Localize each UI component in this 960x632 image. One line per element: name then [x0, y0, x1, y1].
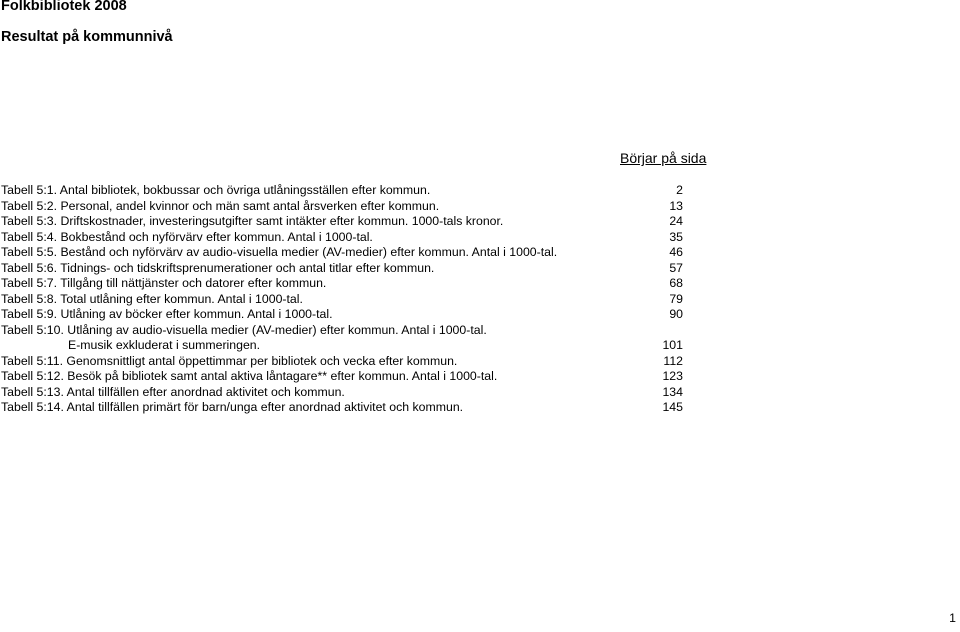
toc-entry-page: 134 [662, 384, 683, 399]
toc-entry-page: 2 [676, 183, 683, 197]
toc-entry-label: E-musik exkluderat i summeringen. [68, 338, 261, 352]
page-column-header: Börjar på sida [620, 150, 707, 166]
toc-entry-page: 145 [662, 400, 683, 414]
toc-entry-page: 101 [662, 338, 683, 352]
toc-row [0, 183, 960, 199]
toc-entry-label: Tabell 5:13. Antal tillfällen efter anordnad aktivitet och kommun. [1, 384, 345, 399]
toc-entry-label: Tabell 5:2. Personal, andel kvinnor och män samt antal årsverken efter kommun. [1, 198, 440, 213]
toc-row [0, 292, 960, 308]
toc-entry-label: Tabell 5:11. Genomsnittligt antal öppettimmar per bibliotek och vecka efter kommun. [1, 353, 458, 368]
page-number: 1 [949, 611, 956, 625]
toc-entry-page: 79 [669, 291, 683, 306]
toc-entry-label: Tabell 5:10. Utlåning av audio-visuella medier (AV-medier) efter kommun. Antal i 1000-tal. [1, 322, 487, 337]
table-of-contents [0, 183, 960, 416]
toc-entry-page: 35 [669, 229, 683, 244]
toc-row [0, 354, 960, 370]
toc-row [0, 230, 960, 246]
toc-entry-page: 13 [669, 198, 683, 213]
toc-entry-label: Tabell 5:5. Bestånd och nyförvärv av audio-visuella medier (AV-medier) efter kommun. Antal i 1000-tal. [1, 245, 558, 259]
toc-entry-label: Tabell 5:12. Besök på bibliotek samt antal aktiva låntagare** efter kommun. Antal i 1000-tal. [1, 369, 498, 383]
toc-row [0, 199, 960, 215]
toc-entry-page: 68 [669, 276, 683, 290]
toc-entry-label: Tabell 5:3. Driftskostnader, investeringsutgifter samt intäkter efter kommun. 1000-tals kronor. [1, 214, 504, 228]
toc-row [0, 214, 960, 230]
document-subtitle: Resultat på kommunnivå [1, 29, 173, 45]
toc-entry-label: Tabell 5:1. Antal bibliotek, bokbussar och övriga utlåningsställen efter kommun. [1, 183, 431, 197]
toc-entry-page: 90 [669, 307, 683, 321]
toc-row [0, 400, 960, 416]
toc-row [0, 276, 960, 292]
toc-entry-label: Tabell 5:4. Bokbestånd och nyförvärv efter kommun. Antal i 1000-tal. [1, 229, 373, 244]
document-title: Folkbibliotek 2008 [1, 0, 127, 14]
toc-row [0, 307, 960, 323]
toc-entry-page: 123 [662, 369, 683, 383]
toc-entry-page: 57 [669, 260, 683, 275]
toc-row-continuation [0, 338, 960, 354]
toc-entry-label: Tabell 5:7. Tillgång till nättjänster och datorer efter kommun. [1, 276, 327, 290]
toc-entry-page: 46 [669, 245, 683, 259]
toc-row [0, 369, 960, 385]
toc-entry-label: Tabell 5:9. Utlåning av böcker efter kommun. Antal i 1000-tal. [1, 307, 333, 321]
toc-row [0, 385, 960, 401]
toc-entry-label: Tabell 5:14. Antal tillfällen primärt för barn/unga efter anordnad aktivitet och kommun. [1, 400, 464, 414]
toc-entry-page: 24 [669, 214, 683, 228]
toc-entry-label: Tabell 5:6. Tidnings- och tidskriftsprenumerationer och antal titlar efter kommun. [1, 260, 435, 275]
toc-row [0, 261, 960, 277]
toc-entry-page: 112 [663, 353, 683, 368]
toc-row [0, 245, 960, 261]
toc-entry-label: Tabell 5:8. Total utlåning efter kommun. Antal i 1000-tal. [1, 291, 303, 306]
toc-row [0, 323, 960, 339]
